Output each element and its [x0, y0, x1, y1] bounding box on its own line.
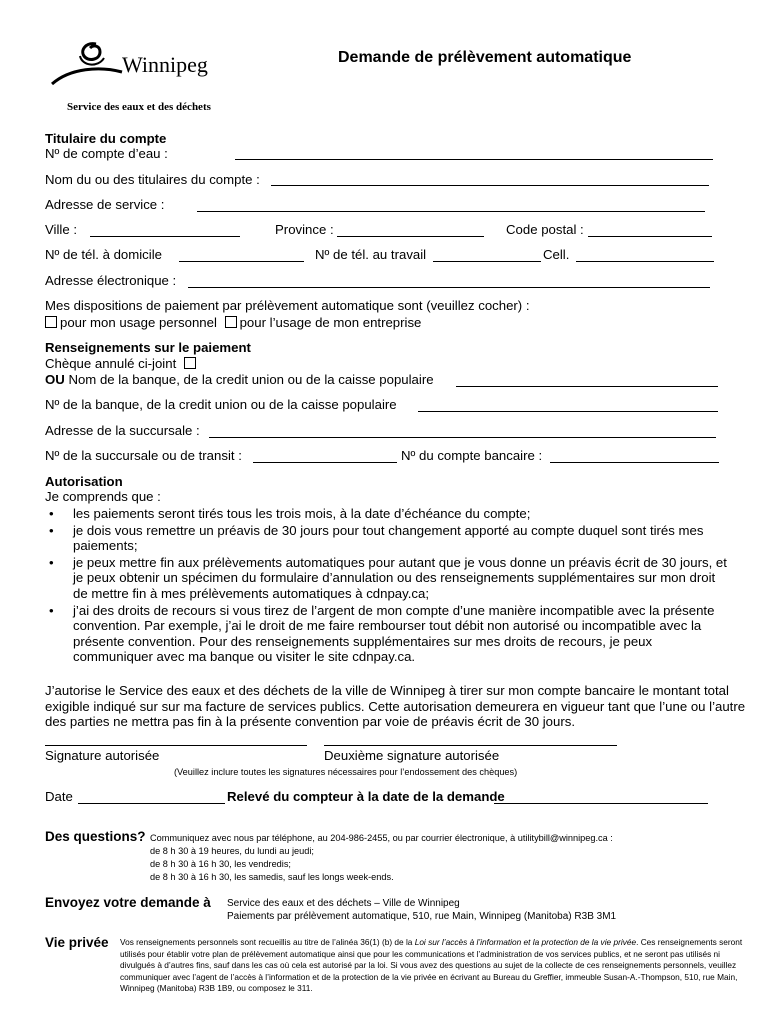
cell-field[interactable] [576, 261, 714, 262]
usage-options [45, 315, 421, 331]
questions-contact: Communiquez avec nous par téléphone, au 204-986-2455, ou par courrier électronique, à utilitybill@winnipeg.ca : [150, 833, 613, 843]
bank-number-label: Nº de la banque, de la credit union ou de la caisse populaire [45, 397, 397, 412]
logo-name: Winnipeg [122, 52, 208, 77]
transit-field[interactable] [253, 462, 397, 463]
bank-name-row [45, 372, 434, 388]
service-name: Service des eaux et des déchets [67, 101, 211, 113]
list-item: • je dois vous remettre un préavis de 30 jours pour tout changement apporté au compte duquel sont tirés mes paiements; [47, 523, 729, 554]
date-field[interactable] [78, 803, 225, 804]
postal-code-field[interactable] [588, 236, 712, 237]
send-address-line1: Service des eaux et des déchets – Ville de Winnipeg [227, 898, 460, 909]
home-phone-field[interactable] [179, 261, 304, 262]
province-field[interactable] [337, 236, 484, 237]
authorization-section-title: Autorisation [45, 474, 123, 489]
privacy-heading: Vie privée [45, 935, 109, 950]
questions-heading: Des questions? [45, 829, 146, 844]
province-label: Province : [275, 222, 334, 237]
cheque-checkbox[interactable] [184, 357, 196, 369]
water-account-label: Nº de compte d’eau : [45, 146, 168, 161]
service-address-field[interactable] [197, 211, 705, 212]
bank-account-field[interactable] [550, 462, 719, 463]
payment-section-title: Renseignements sur le paiement [45, 340, 251, 355]
payment-arrangement-intro: Mes dispositions de paiement par prélèvement automatique sont (veuillez cocher) : [45, 298, 530, 313]
home-phone-label: Nº de tél. à domicile [45, 247, 162, 262]
business-use-label: pour l’usage de mon entreprise [239, 315, 422, 330]
second-signature-field[interactable] [324, 745, 617, 746]
email-field[interactable] [188, 287, 710, 288]
business-use-checkbox[interactable] [225, 316, 237, 328]
form-title: Demande de prélèvement automatique [338, 49, 632, 66]
privacy-law-title: Loi sur l’accès à l’information et la protection de la vie privée [414, 937, 637, 947]
authorization-bullets [47, 506, 729, 666]
bank-name-label: Nom de la banque, de la credit union ou de la caisse populaire [68, 372, 434, 387]
email-label: Adresse électronique : [45, 273, 177, 288]
cell-label: Cell. [543, 247, 570, 262]
questions-hours-weekdays: de 8 h 30 à 19 heures, du lundi au jeudi; [150, 846, 314, 856]
logo-swirl-icon [50, 36, 130, 96]
city-field[interactable] [90, 236, 240, 237]
questions-hours-saturdays: de 8 h 30 à 16 h 30, les samedis, sauf les longs week-ends. [150, 872, 394, 882]
personal-use-checkbox[interactable] [45, 316, 57, 328]
bank-number-field[interactable] [418, 411, 718, 412]
signature-field[interactable] [45, 745, 307, 746]
branch-address-field[interactable] [209, 437, 716, 438]
signature-note: (Veuillez inclure toutes les signatures nécessaires pour l’endossement des chèques) [174, 767, 518, 777]
list-item: • j’ai des droits de recours si vous tirez de l’argent de mon compte d’une manière incompatible avec la présente convention. Par exemple, j’ai le droit de me faire rembourser tout débit non autorisé ou incompatible avec la présente convention. Pour des renseignements supplémentaires sur mes droits de recours, je peux communiquer avec ma banque ou visiter le site cdnpay.ca. [47, 603, 729, 665]
personal-use-label: pour mon usage personnel [60, 315, 217, 330]
or-label: OU [45, 372, 65, 387]
work-phone-field[interactable] [433, 261, 541, 262]
privacy-text-before: Vos renseignements personnels sont recueillis au titre de l’alinéa 36(1) (b) de la [120, 937, 415, 947]
send-address-line2: Paiements par prélèvement automatique, 510, rue Main, Winnipeg (Manitoba) R3B 3M1 [227, 911, 617, 922]
list-item: • je peux mettre fin aux prélèvements automatiques pour autant que je vous donne un préavis écrit de 30 jours, et je peux obtenir un spécimen du formulaire d’annulation ou des renseignements supplémentaires sur mon droit de mettre fin à mes prélèvements automatiques à cdnpay.ca; [47, 555, 729, 602]
authorization-statement: J’autorise le Service des eaux et des déchets de la ville de Winnipeg à tirer sur mon compte bancaire le montant total exigible indiqué sur sur ma facture de services publics. Cette autorisation demeurera en vigueur tant que l’une ou l’autre des parties ne mettra pas fin à la présente convention par voie de préavis écrit de 30 jours. [45, 683, 746, 730]
second-signature-label: Deuxième signature autorisée [324, 748, 500, 763]
meter-reading-label: Relevé du compteur à la date de la demande [227, 789, 505, 804]
authorization-intro: Je comprends que : [45, 489, 161, 504]
holders-label: Nom du ou des titulaires du compte : [45, 172, 260, 187]
cheque-label: Chèque annulé ci-joint [45, 356, 177, 371]
city-label: Ville : [45, 222, 78, 237]
date-label: Date [45, 789, 73, 804]
postal-code-label: Code postal : [506, 222, 584, 237]
bank-account-label: Nº du compte bancaire : [401, 448, 543, 463]
questions-hours-fridays: de 8 h 30 à 16 h 30, les vendredis; [150, 859, 291, 869]
winnipeg-logo [50, 36, 230, 96]
privacy-text-after: . Ces renseignements seront utilisés pour établir votre plan de prélèvement automatique ainsi que pour les communications et l’administration de vos services publics, et ne seront pas utilisés ni divulgués à d’autres fins, sauf dans les cas où cela est autorisé par la loi. Si vous avez des questions au sujet de la collecte de ces renseignements personnels, veuillez communiquer avec l’agent de l’accès à l’information et de la protection de la vie privée en écrivant au Bureau du Greffier, immeuble Susan-A.-Thompson, 510, rue Main, Winnipeg (Manitoba) R3B 1B9, ou composez le 311. [120, 937, 743, 994]
branch-address-label: Adresse de la succursale : [45, 423, 200, 438]
meter-reading-field[interactable] [494, 803, 708, 804]
service-address-label: Adresse de service : [45, 197, 165, 212]
privacy-text [120, 937, 745, 995]
cheque-row [45, 356, 199, 372]
transit-label: Nº de la succursale ou de transit : [45, 448, 242, 463]
work-phone-label: Nº de tél. au travail [315, 247, 427, 262]
bank-name-field[interactable] [456, 386, 718, 387]
account-section-title: Titulaire du compte [45, 131, 167, 146]
send-heading: Envoyez votre demande à [45, 895, 211, 910]
water-account-field[interactable] [235, 159, 713, 160]
signature-label: Signature autorisée [45, 748, 160, 763]
list-item: • les paiements seront tirés tous les trois mois, à la date d’échéance du compte; [47, 506, 729, 522]
holders-field[interactable] [271, 185, 709, 186]
